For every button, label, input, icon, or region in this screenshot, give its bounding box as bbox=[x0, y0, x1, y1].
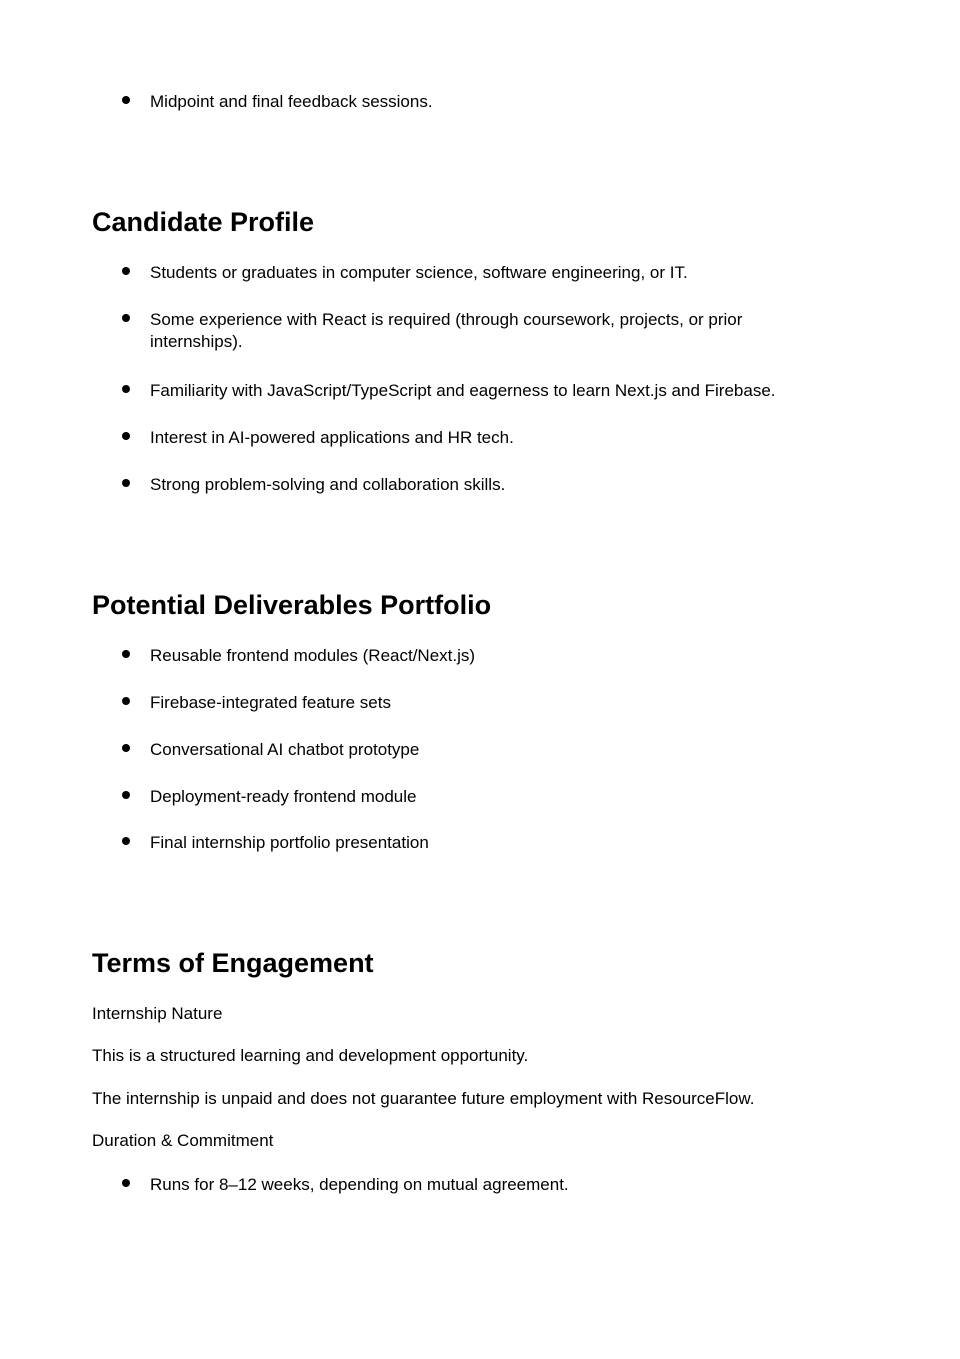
list-item-text: Interest in AI-powered applications and HR tech. bbox=[150, 428, 514, 447]
bullet-icon bbox=[122, 385, 130, 393]
bullet-icon bbox=[122, 650, 130, 658]
section-heading-candidate-profile: Candidate Profile bbox=[92, 207, 315, 237]
bullet-icon bbox=[122, 96, 130, 104]
list-item-text: Conversational AI chatbot prototype bbox=[150, 740, 420, 759]
list-item-text: Reusable frontend modules (React/Next.js) bbox=[150, 646, 476, 665]
list-item-text: Deployment-ready frontend module bbox=[150, 787, 417, 806]
list-item-text: Strong problem-solving and collaboration skills. bbox=[150, 475, 506, 494]
bullet-icon bbox=[122, 1179, 130, 1187]
bullet-icon bbox=[122, 837, 130, 845]
bullet-icon bbox=[122, 744, 130, 752]
paragraph-nature-1: This is a structured learning and development opportunity. bbox=[92, 1046, 529, 1065]
bullet-icon bbox=[122, 432, 130, 440]
list-item-text: Familiarity with JavaScript/TypeScript and eagerness to learn Next.js and Firebase. bbox=[150, 381, 776, 400]
bullet-icon bbox=[122, 314, 130, 322]
list-item-text: Firebase-integrated feature sets bbox=[150, 693, 391, 712]
subheading-duration-commitment: Duration & Commitment bbox=[92, 1131, 274, 1150]
section-heading-deliverables: Potential Deliverables Portfolio bbox=[92, 590, 492, 620]
bullet-icon bbox=[122, 697, 130, 705]
subheading-internship-nature: Internship Nature bbox=[92, 1004, 223, 1023]
bullet-icon bbox=[122, 267, 130, 275]
list-item-text: Some experience with React is required (through coursework, projects, or prior internships). bbox=[150, 310, 743, 351]
section-heading-terms: Terms of Engagement bbox=[92, 948, 374, 978]
bullet-icon bbox=[122, 479, 130, 487]
list-item-text: Midpoint and final feedback sessions. bbox=[150, 92, 433, 111]
list-item-text: Students or graduates in computer science, software engineering, or IT. bbox=[150, 263, 688, 282]
list-item-text: Runs for 8–12 weeks, depending on mutual agreement. bbox=[150, 1175, 569, 1194]
list-item-text: Final internship portfolio presentation bbox=[150, 833, 429, 852]
bullet-icon bbox=[122, 791, 130, 799]
paragraph-nature-2: The internship is unpaid and does not guarantee future employment with ResourceFlow. bbox=[92, 1089, 755, 1108]
